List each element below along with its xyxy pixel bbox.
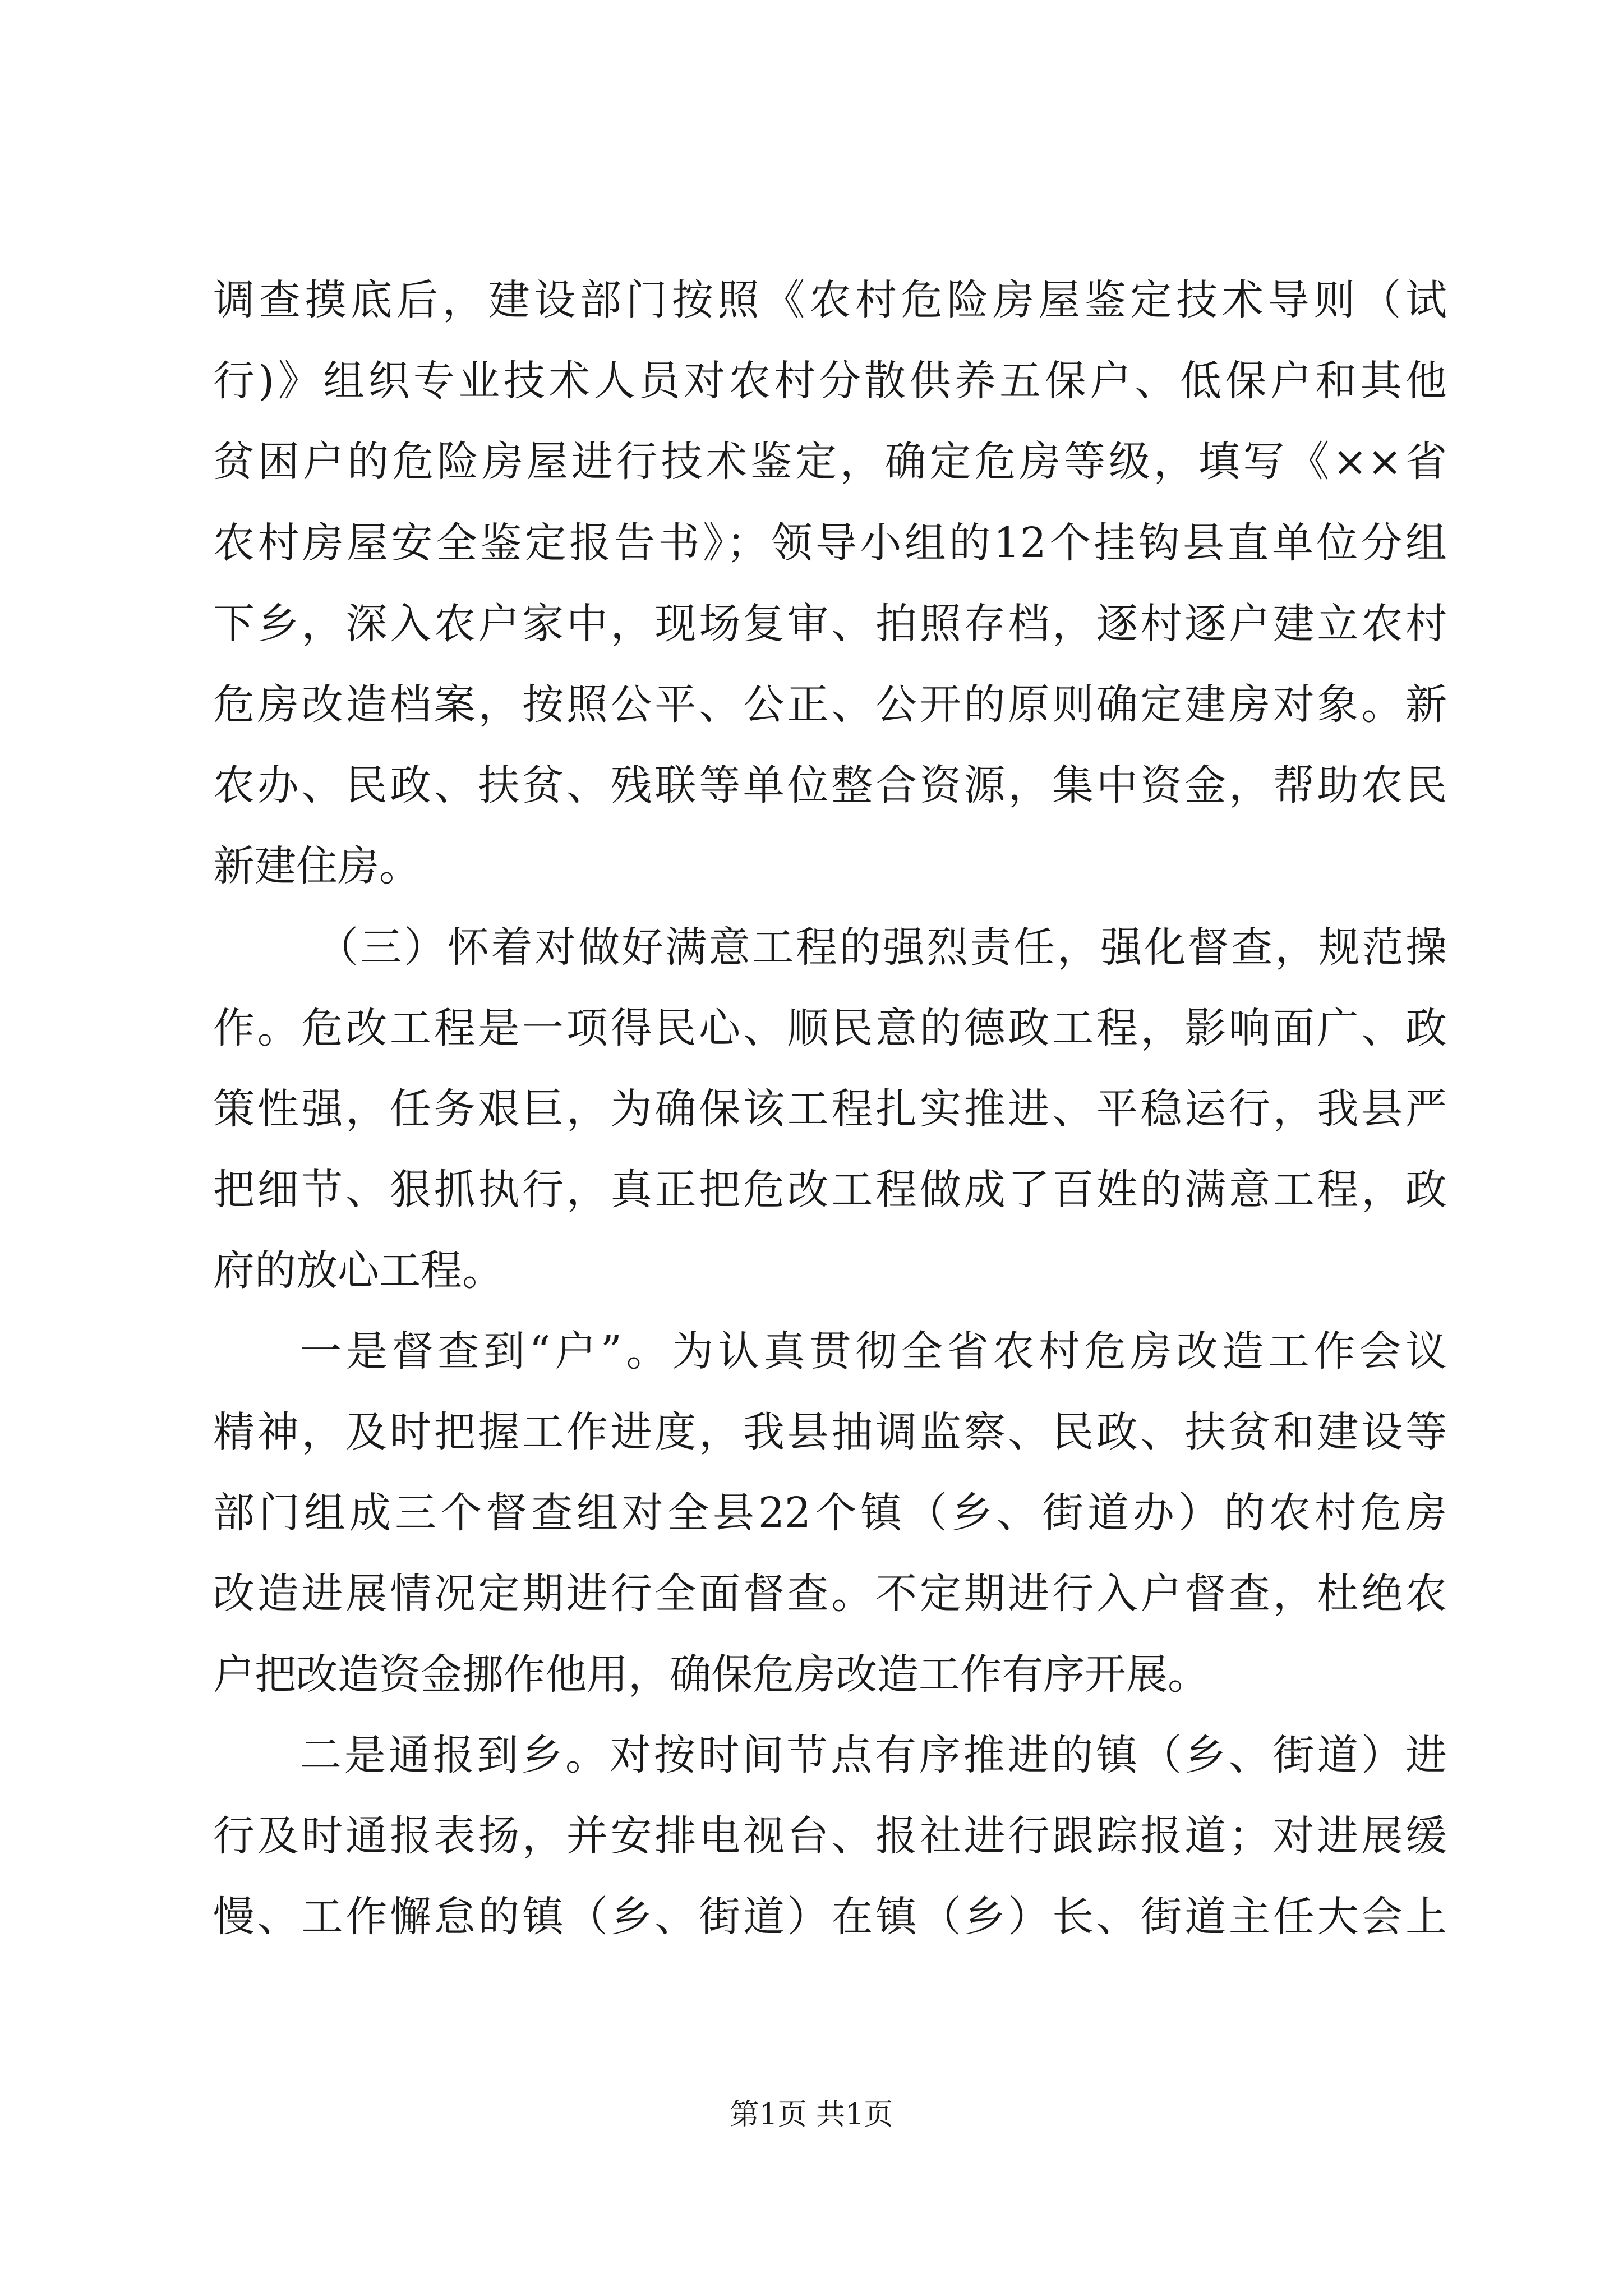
body-line-15: 精神，及时把握工作进度，我县抽调监察、民政、扶贫和建设等 bbox=[213, 1408, 1447, 1456]
body-line-11: 策性强，任务艰巨，为确保该工程扎实推进、平稳运行，我县严 bbox=[213, 1085, 1447, 1133]
page-footer: 第1页 共1页 bbox=[730, 2098, 893, 2132]
body-line-10: 作。危改工程是一项得民心、顺民意的德政工程，影响面广、政 bbox=[213, 1004, 1447, 1052]
body-line-14: 一是督查到“户”。为认真贯彻全省农村危房改造工作会议 bbox=[300, 1327, 1447, 1375]
body-line-6: 危房改造档案，按照公平、公正、公开的原则确定建房对象。新 bbox=[213, 680, 1447, 729]
body-line-21: 慢、工作懈怠的镇（乡、街道）在镇（乡）长、街道主任大会上 bbox=[213, 1893, 1447, 1941]
body-line-2: 行)》组织专业技术人员对农村分散供养五保户、低保户和其他 bbox=[213, 357, 1447, 405]
body-line-17: 改造进展情况定期进行全面督查。不定期进行入户督查，杜绝农 bbox=[213, 1570, 1447, 1618]
body-line-13: 府的放心工程。 bbox=[213, 1246, 504, 1295]
body-line-16: 部门组成三个督查组对全县22个镇（乡、街道办）的农村危房 bbox=[213, 1489, 1447, 1537]
body-line-12: 把细节、狠抓执行，真正把危改工程做成了百姓的满意工程，政 bbox=[213, 1166, 1447, 1214]
body-line-1: 调查摸底后，建设部门按照《农村危险房屋鉴定技术导则（试 bbox=[213, 276, 1447, 324]
body-line-4: 农村房屋安全鉴定报告书》；领导小组的12个挂钩县直单位分组 bbox=[213, 519, 1447, 567]
body-line-18: 户把改造资金挪作他用，确保危房改造工作有序开展。 bbox=[213, 1650, 1209, 1699]
body-line-20: 行及时通报表扬，并安排电视台、报社进行跟踪报道；对进展缓 bbox=[213, 1812, 1447, 1860]
body-line-8: 新建住房。 bbox=[213, 842, 421, 890]
body-line-3: 贫困户的危险房屋进行技术鉴定，确定危房等级，填写《××省 bbox=[213, 438, 1447, 486]
body-line-9: （三）怀着对做好满意工程的强烈责任，强化督查，规范操 bbox=[317, 923, 1447, 972]
body-line-19: 二是通报到乡。对按时间节点有序推进的镇（乡、街道）进 bbox=[300, 1731, 1447, 1779]
body-line-7: 农办、民政、扶贫、残联等单位整合资源，集中资金，帮助农民 bbox=[213, 761, 1447, 809]
body-line-5: 下乡，深入农户家中，现场复审、拍照存档，逐村逐户建立农村 bbox=[213, 600, 1447, 648]
